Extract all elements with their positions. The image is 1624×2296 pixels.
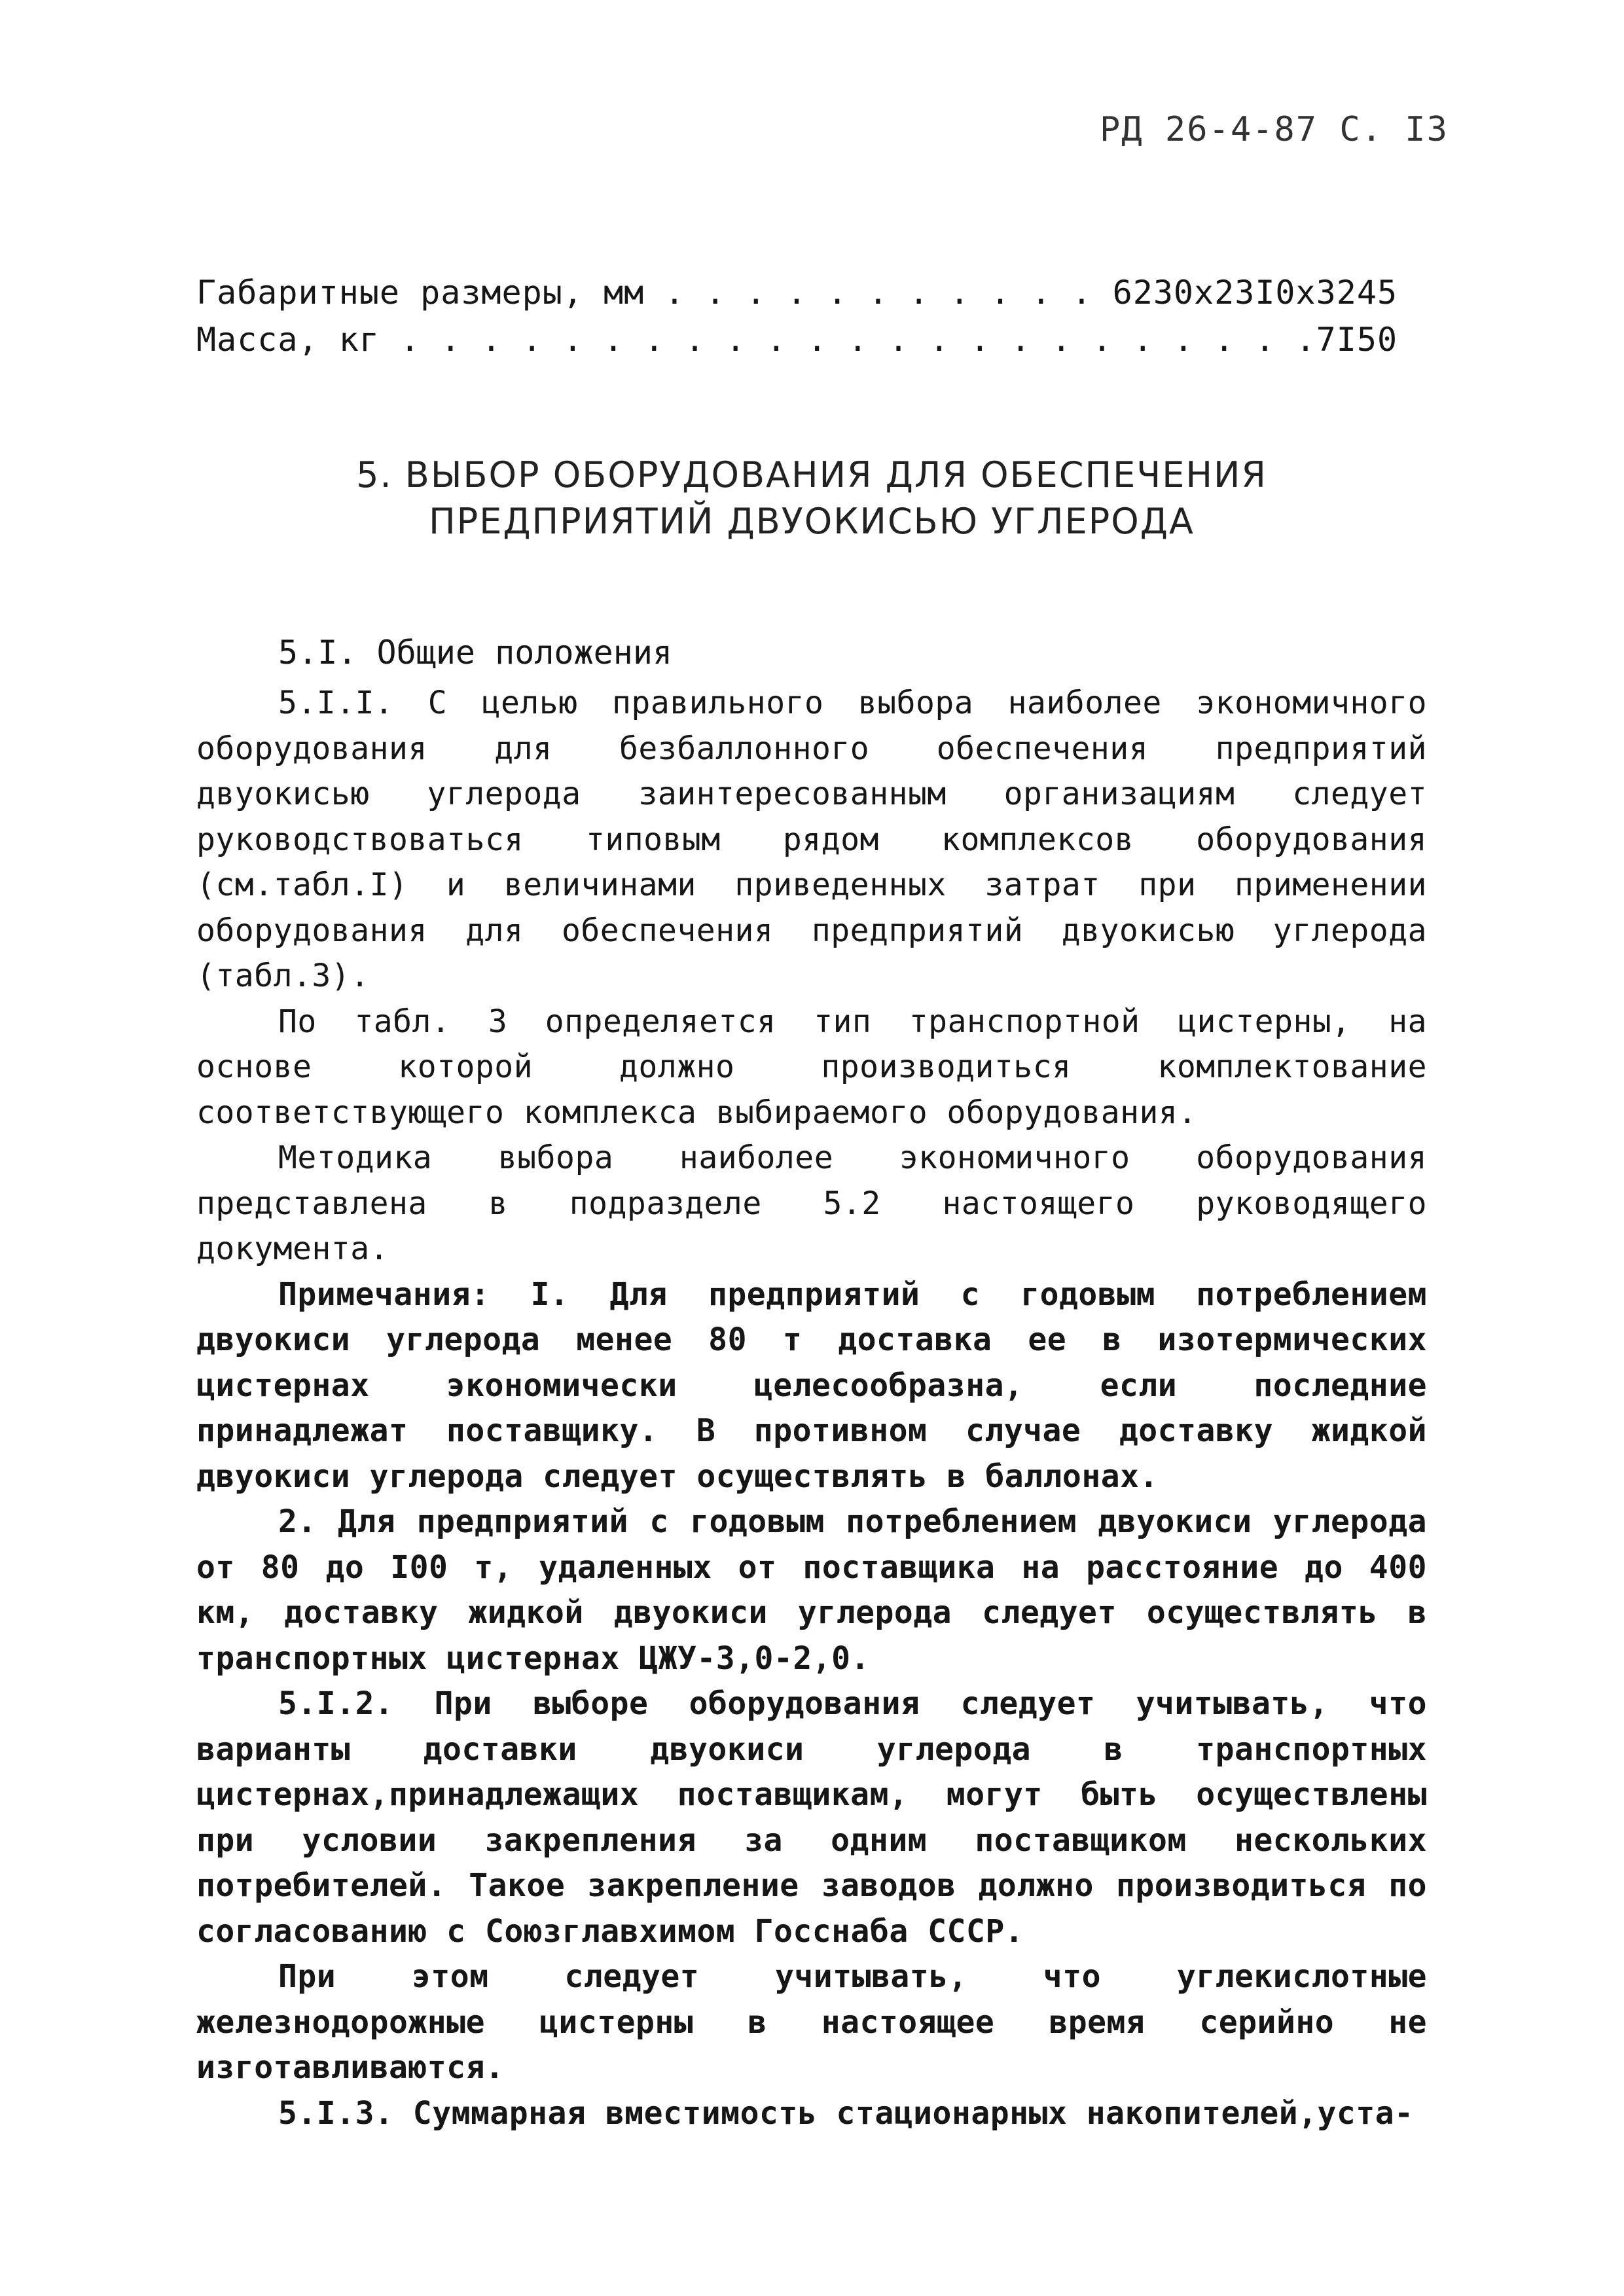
- paragraph: 5.I.I. С целью правильного выбора наиболее экономичного оборудования для безбаллонного обеспечения предприятий двуокисью углерода заинтересованным организациям следует руководствоваться типовым рядом комплексов оборудования (см.табл.I) и величинами приведенных затрат при применении оборудования для обеспечения предприятий двуокисью углерода (табл.3).: [196, 685, 1427, 994]
- document-reference: РД 26-4-87 С. I3: [1100, 110, 1449, 149]
- paragraph: 5.I.2. При выборе оборудования следует учитывать, что варианты доставки двуокиси углерода в транспортных цистернах,принадлежащих поставщикам, могут быть осуществлены при условии закрепления за одним поставщиком нескольких потребителей. Такое закрепление заводов должно производиться по согласованию с Союзглавхимом Госснаба СССР.: [196, 1685, 1427, 1950]
- note-paragraph: 2. Для предприятий с годовым потреблением двуокиси углерода от 80 до I00 т, удаленных от поставщика на расстояние до 400 км, доставку жидкой двуокиси углерода следует осуществлять в транспортных цистернах ЦЖУ-3,0-2,0.: [196, 1503, 1427, 1677]
- paragraph: По табл. 3 определяется тип транспортной цистерны, на основе которой должно производиться комплектование соответствующего комплекса выбираемого оборудования.: [196, 1003, 1427, 1131]
- spec-dimensions: Габаритные размеры, мм . . . . . . . . . . . 6230x23I0x3245: [196, 274, 1398, 312]
- subsection-heading: 5.I. Общие положения: [278, 634, 673, 672]
- paragraph: Методика выбора наиболее экономичного оборудования представлена в подразделе 5.2 настоящего руководящего документа.: [196, 1139, 1427, 1267]
- note-paragraph: Примечания: I. Для предприятий с годовым потреблением двуокиси углерода менее 80 т доставка ее в изотермических цистернах экономически целесообразна, если последние принадлежат поставщику. В противном случае доставку жидкой двуокиси углерода следует осуществлять в баллонах.: [196, 1276, 1427, 1495]
- spec-mass: Масса, кг . . . . . . . . . . . . . . . . . . . . . . .7I50: [196, 321, 1398, 359]
- section-title-line-1: 5. ВЫБОР ОБОРУДОВАНИЯ ДЛЯ ОБЕСПЕЧЕНИЯ: [356, 454, 1267, 495]
- section-title-line-2: ПРЕДПРИЯТИЙ ДВУОКИСЬЮ УГЛЕРОДА: [429, 501, 1195, 542]
- paragraph: При этом следует учитывать, что углекислотные железнодорожные цистерны в настоящее время серийно не изготавливаются.: [196, 1958, 1427, 2086]
- paragraph: 5.I.3. Суммарная вместимость стационарных накопителей,уста-: [278, 2094, 1414, 2132]
- body-text: [196, 681, 1427, 2136]
